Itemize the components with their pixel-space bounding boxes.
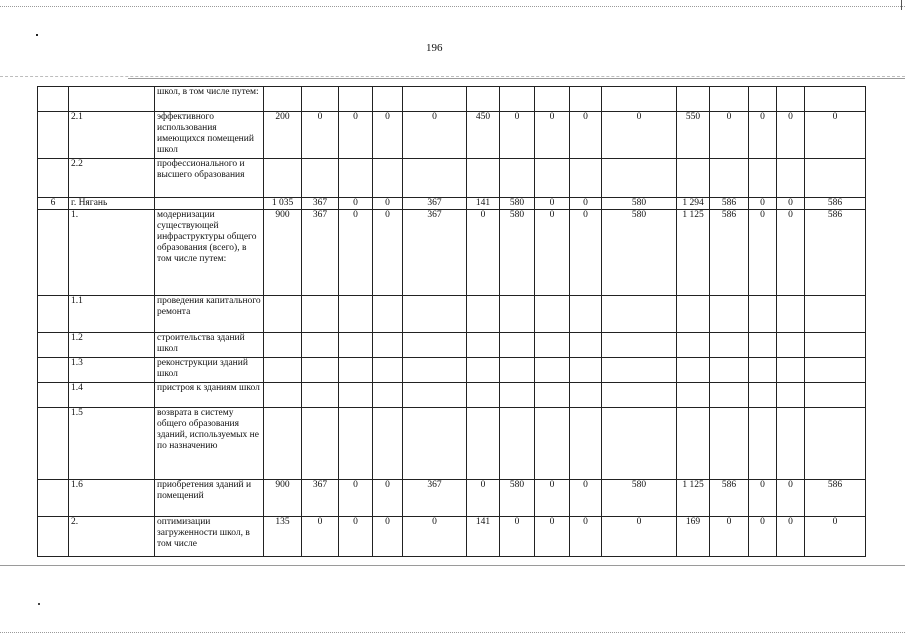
value-cell bbox=[302, 87, 339, 112]
value-cell bbox=[264, 383, 302, 408]
page-rule-bottom bbox=[0, 565, 905, 566]
value-cell: 1 294 bbox=[677, 198, 710, 210]
value-cell: 0 bbox=[570, 112, 602, 159]
row-number-cell bbox=[38, 517, 69, 557]
value-cell: 0 bbox=[535, 210, 570, 296]
value-cell: 0 bbox=[710, 517, 749, 557]
value-cell bbox=[467, 383, 500, 408]
value-cell bbox=[602, 87, 677, 112]
value-cell bbox=[302, 296, 339, 333]
value-cell bbox=[535, 296, 570, 333]
value-cell bbox=[403, 296, 467, 333]
value-cell: 0 bbox=[749, 517, 777, 557]
value-cell: 367 bbox=[302, 198, 339, 210]
value-cell bbox=[467, 358, 500, 383]
value-cell: 0 bbox=[570, 480, 602, 517]
value-cell: 0 bbox=[373, 517, 403, 557]
value-cell bbox=[570, 383, 602, 408]
row-number-cell bbox=[38, 296, 69, 333]
value-cell: 0 bbox=[500, 517, 535, 557]
value-cell bbox=[535, 87, 570, 112]
value-cell: 0 bbox=[339, 198, 373, 210]
value-cell bbox=[777, 87, 805, 112]
value-cell bbox=[264, 358, 302, 383]
value-cell: 580 bbox=[500, 210, 535, 296]
value-cell: 367 bbox=[403, 210, 467, 296]
value-cell bbox=[777, 296, 805, 333]
value-cell bbox=[805, 87, 866, 112]
value-cell: 0 bbox=[403, 517, 467, 557]
value-cell bbox=[602, 159, 677, 198]
value-cell: 1 125 bbox=[677, 210, 710, 296]
value-cell bbox=[500, 408, 535, 480]
description-cell: реконструкции зданий школ bbox=[155, 358, 264, 383]
value-cell: 0 bbox=[710, 112, 749, 159]
row-number-cell bbox=[38, 408, 69, 480]
value-cell: 0 bbox=[602, 517, 677, 557]
page-number: 196 bbox=[426, 42, 443, 54]
value-cell: 0 bbox=[749, 480, 777, 517]
value-cell bbox=[302, 333, 339, 358]
value-cell bbox=[403, 408, 467, 480]
row-number-cell bbox=[38, 210, 69, 296]
value-cell bbox=[535, 358, 570, 383]
value-cell bbox=[677, 333, 710, 358]
table-row bbox=[38, 296, 866, 333]
description-cell bbox=[155, 198, 264, 210]
value-cell: 1 125 bbox=[677, 480, 710, 517]
row-number-cell bbox=[38, 383, 69, 408]
table-row bbox=[38, 383, 866, 408]
value-cell bbox=[500, 159, 535, 198]
value-cell: 135 bbox=[264, 517, 302, 557]
value-cell: 0 bbox=[777, 480, 805, 517]
value-cell bbox=[710, 383, 749, 408]
value-cell: 580 bbox=[602, 198, 677, 210]
value-cell bbox=[467, 87, 500, 112]
scan-edge-bottom bbox=[0, 632, 905, 633]
row-number-cell bbox=[38, 159, 69, 198]
page-rule-top bbox=[0, 76, 905, 77]
value-cell bbox=[805, 383, 866, 408]
value-cell: 0 bbox=[535, 198, 570, 210]
value-cell bbox=[749, 383, 777, 408]
value-cell bbox=[749, 333, 777, 358]
table-row bbox=[38, 112, 866, 159]
value-cell: 367 bbox=[403, 198, 467, 210]
table-row bbox=[38, 198, 866, 210]
value-cell: 0 bbox=[777, 112, 805, 159]
value-cell: 0 bbox=[749, 198, 777, 210]
value-cell bbox=[500, 358, 535, 383]
value-cell bbox=[467, 159, 500, 198]
value-cell bbox=[677, 383, 710, 408]
value-cell: 0 bbox=[805, 112, 866, 159]
value-cell: 586 bbox=[805, 198, 866, 210]
value-cell bbox=[777, 159, 805, 198]
value-cell bbox=[805, 333, 866, 358]
item-code-cell: 1.2 bbox=[69, 333, 155, 358]
value-cell bbox=[339, 383, 373, 408]
value-cell: 0 bbox=[570, 210, 602, 296]
value-cell bbox=[403, 333, 467, 358]
value-cell: 0 bbox=[302, 112, 339, 159]
value-cell bbox=[339, 358, 373, 383]
value-cell: 0 bbox=[403, 112, 467, 159]
value-cell bbox=[677, 408, 710, 480]
value-cell bbox=[677, 87, 710, 112]
value-cell bbox=[805, 408, 866, 480]
value-cell: 450 bbox=[467, 112, 500, 159]
value-cell bbox=[570, 333, 602, 358]
value-cell: 900 bbox=[264, 480, 302, 517]
value-cell: 900 bbox=[264, 210, 302, 296]
value-cell bbox=[500, 333, 535, 358]
value-cell bbox=[373, 159, 403, 198]
table-row bbox=[38, 358, 866, 383]
value-cell bbox=[570, 159, 602, 198]
value-cell bbox=[302, 358, 339, 383]
value-cell: 0 bbox=[777, 517, 805, 557]
row-number-cell bbox=[38, 112, 69, 159]
scan-edge-top bbox=[0, 0, 905, 7]
value-cell bbox=[467, 296, 500, 333]
item-code-cell: 1.1 bbox=[69, 296, 155, 333]
description-cell: оптимизации загруженности школ, в том числе bbox=[155, 517, 264, 557]
value-cell: 586 bbox=[805, 480, 866, 517]
value-cell bbox=[777, 333, 805, 358]
description-cell: эффективного использования имеющихся помещений школ bbox=[155, 112, 264, 159]
page-rule-top-solid bbox=[128, 78, 905, 79]
value-cell: 580 bbox=[500, 480, 535, 517]
value-cell bbox=[777, 408, 805, 480]
value-cell bbox=[535, 333, 570, 358]
value-cell: 0 bbox=[535, 112, 570, 159]
value-cell bbox=[302, 383, 339, 408]
row-number-cell bbox=[38, 358, 69, 383]
value-cell: 0 bbox=[602, 112, 677, 159]
value-cell bbox=[373, 383, 403, 408]
value-cell bbox=[570, 408, 602, 480]
row-number-cell bbox=[38, 480, 69, 517]
description-cell: модернизации существующей инфраструктуры общего образования (всего), в том числе путем: bbox=[155, 210, 264, 296]
value-cell bbox=[302, 408, 339, 480]
value-cell: 0 bbox=[467, 480, 500, 517]
description-cell: приобретения зданий и помещений bbox=[155, 480, 264, 517]
item-code-cell: 1.4 bbox=[69, 383, 155, 408]
value-cell bbox=[467, 333, 500, 358]
description-cell: школ, в том числе путем: bbox=[155, 87, 264, 112]
value-cell bbox=[339, 159, 373, 198]
value-cell bbox=[777, 358, 805, 383]
value-cell: 0 bbox=[373, 112, 403, 159]
table-row bbox=[38, 517, 866, 557]
value-cell bbox=[339, 333, 373, 358]
value-cell bbox=[677, 159, 710, 198]
value-cell bbox=[710, 333, 749, 358]
value-cell bbox=[339, 296, 373, 333]
value-cell: 0 bbox=[777, 210, 805, 296]
value-cell bbox=[677, 296, 710, 333]
value-cell bbox=[570, 296, 602, 333]
value-cell: 580 bbox=[602, 210, 677, 296]
value-cell: 169 bbox=[677, 517, 710, 557]
report-table bbox=[37, 86, 866, 557]
scan-speck bbox=[36, 34, 38, 36]
value-cell bbox=[710, 358, 749, 383]
value-cell bbox=[373, 333, 403, 358]
item-code-cell: г. Нягань bbox=[69, 198, 155, 210]
value-cell bbox=[749, 408, 777, 480]
value-cell bbox=[710, 159, 749, 198]
value-cell bbox=[403, 383, 467, 408]
value-cell: 141 bbox=[467, 517, 500, 557]
table-row bbox=[38, 210, 866, 296]
value-cell: 0 bbox=[373, 480, 403, 517]
value-cell: 0 bbox=[535, 517, 570, 557]
value-cell bbox=[500, 383, 535, 408]
value-cell bbox=[373, 296, 403, 333]
item-code-cell bbox=[69, 87, 155, 112]
table-row bbox=[38, 480, 866, 517]
description-cell: проведения капитального ремонта bbox=[155, 296, 264, 333]
value-cell bbox=[805, 358, 866, 383]
description-cell: возврата в систему общего образования зданий, используемых не по назначению bbox=[155, 408, 264, 480]
value-cell bbox=[403, 159, 467, 198]
table-row bbox=[38, 333, 866, 358]
item-code-cell: 1.3 bbox=[69, 358, 155, 383]
value-cell: 586 bbox=[805, 210, 866, 296]
value-cell bbox=[500, 87, 535, 112]
value-cell bbox=[749, 159, 777, 198]
value-cell: 0 bbox=[339, 210, 373, 296]
value-cell: 200 bbox=[264, 112, 302, 159]
value-cell: 367 bbox=[302, 480, 339, 517]
description-cell: строительства зданий школ bbox=[155, 333, 264, 358]
value-cell bbox=[302, 159, 339, 198]
value-cell: 0 bbox=[749, 112, 777, 159]
value-cell bbox=[805, 296, 866, 333]
value-cell bbox=[535, 159, 570, 198]
item-code-cell: 2.1 bbox=[69, 112, 155, 159]
description-cell: профессионального и высшего образования bbox=[155, 159, 264, 198]
value-cell: 367 bbox=[403, 480, 467, 517]
value-cell bbox=[264, 87, 302, 112]
value-cell bbox=[373, 408, 403, 480]
value-cell: 586 bbox=[710, 198, 749, 210]
value-cell bbox=[677, 358, 710, 383]
table-row bbox=[38, 159, 866, 198]
value-cell bbox=[403, 358, 467, 383]
value-cell bbox=[570, 358, 602, 383]
value-cell: 0 bbox=[373, 210, 403, 296]
description-cell: пристроя к зданиям школ bbox=[155, 383, 264, 408]
value-cell bbox=[373, 358, 403, 383]
value-cell bbox=[602, 358, 677, 383]
value-cell bbox=[602, 408, 677, 480]
value-cell bbox=[749, 358, 777, 383]
value-cell: 0 bbox=[373, 198, 403, 210]
value-cell: 0 bbox=[339, 517, 373, 557]
value-cell bbox=[535, 408, 570, 480]
value-cell bbox=[339, 408, 373, 480]
value-cell bbox=[602, 296, 677, 333]
item-code-cell: 2. bbox=[69, 517, 155, 557]
value-cell: 586 bbox=[710, 210, 749, 296]
value-cell: 0 bbox=[467, 210, 500, 296]
value-cell bbox=[570, 87, 602, 112]
value-cell: 0 bbox=[570, 198, 602, 210]
value-cell: 0 bbox=[339, 112, 373, 159]
value-cell bbox=[264, 296, 302, 333]
value-cell bbox=[264, 333, 302, 358]
item-code-cell: 1.5 bbox=[69, 408, 155, 480]
value-cell: 0 bbox=[302, 517, 339, 557]
value-cell: 0 bbox=[535, 480, 570, 517]
item-code-cell: 1. bbox=[69, 210, 155, 296]
scan-speck bbox=[38, 603, 40, 605]
value-cell: 0 bbox=[749, 210, 777, 296]
value-cell: 0 bbox=[339, 480, 373, 517]
value-cell: 0 bbox=[805, 517, 866, 557]
value-cell bbox=[500, 296, 535, 333]
value-cell bbox=[777, 383, 805, 408]
value-cell: 1 035 bbox=[264, 198, 302, 210]
value-cell: 367 bbox=[302, 210, 339, 296]
value-cell bbox=[403, 87, 467, 112]
value-cell bbox=[467, 408, 500, 480]
value-cell bbox=[373, 87, 403, 112]
value-cell bbox=[339, 87, 373, 112]
value-cell bbox=[602, 333, 677, 358]
row-number-cell bbox=[38, 333, 69, 358]
row-number-cell: 6 bbox=[38, 198, 69, 210]
value-cell: 580 bbox=[500, 198, 535, 210]
value-cell: 550 bbox=[677, 112, 710, 159]
value-cell: 580 bbox=[602, 480, 677, 517]
table-row bbox=[38, 87, 866, 112]
value-cell bbox=[749, 87, 777, 112]
row-number-cell bbox=[38, 87, 69, 112]
value-cell bbox=[264, 159, 302, 198]
value-cell: 586 bbox=[710, 480, 749, 517]
item-code-cell: 2.2 bbox=[69, 159, 155, 198]
value-cell: 0 bbox=[570, 517, 602, 557]
value-cell: 141 bbox=[467, 198, 500, 210]
value-cell bbox=[710, 296, 749, 333]
value-cell: 0 bbox=[500, 112, 535, 159]
item-code-cell: 1.6 bbox=[69, 480, 155, 517]
value-cell bbox=[710, 87, 749, 112]
value-cell bbox=[710, 408, 749, 480]
scan-edge-mark bbox=[901, 0, 902, 10]
table-row bbox=[38, 408, 866, 480]
value-cell bbox=[602, 383, 677, 408]
value-cell bbox=[805, 159, 866, 198]
value-cell bbox=[535, 383, 570, 408]
value-cell bbox=[749, 296, 777, 333]
value-cell bbox=[264, 408, 302, 480]
value-cell: 0 bbox=[777, 198, 805, 210]
